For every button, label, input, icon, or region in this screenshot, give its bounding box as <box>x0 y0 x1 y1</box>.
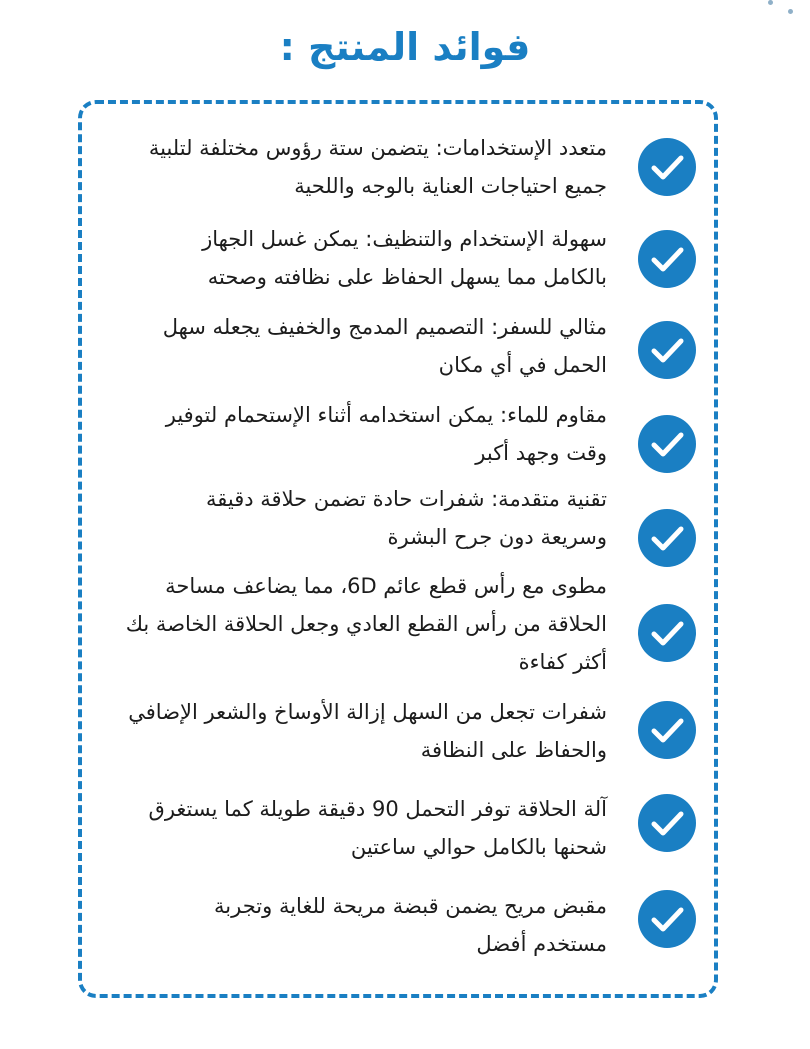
benefit-text <box>112 790 607 866</box>
benefit-line: الحلاقة من رأس القطع العادي وجعل الحلاقة الخاصة بك <box>125 612 607 636</box>
benefit-line: أكثر كفاءة <box>518 650 607 674</box>
benefit-line: تقنية متقدمة: شفرات حادة تضمن حلاقة دقيقة <box>205 487 607 511</box>
benefit-text <box>112 480 607 556</box>
benefit-line: وقت وجهد أكبر <box>475 441 607 465</box>
check-circle-icon <box>638 604 696 662</box>
benefit-line: شحنها بالكامل حوالي ساعتين <box>350 835 607 859</box>
check-circle-icon <box>638 701 696 759</box>
benefit-item <box>95 790 707 870</box>
benefit-line: متعدد الإستخدامات: يتضمن ستة رؤوس مختلفة لتلبية <box>148 136 607 160</box>
check-circle-icon <box>638 230 696 288</box>
benefit-line: مطوى مع رأس قطع عائم 6D، مما يضاعف مساحة <box>165 574 607 598</box>
benefit-text <box>112 220 607 296</box>
benefit-text <box>112 308 607 384</box>
benefit-line: شفرات تجعل من السهل إزالة الأوساخ والشعر الإضافي <box>128 700 607 724</box>
benefit-line: مثالي للسفر: التصميم المدمج والخفيف يجعله سهل <box>162 315 607 339</box>
benefit-line: جميع احتياجات العناية بالوجه واللحية <box>294 174 607 198</box>
check-circle-icon <box>638 321 696 379</box>
benefit-item <box>95 693 707 773</box>
benefit-text <box>112 693 607 769</box>
benefit-line: مقبض مريح يضمن قبضة مريحة للغاية وتجربة <box>214 894 607 918</box>
decorative-dots <box>764 0 804 20</box>
benefit-line: بالكامل مما يسهل الحفاظ على نظافته وصحته <box>207 265 607 289</box>
benefit-item <box>95 308 707 388</box>
check-circle-icon <box>638 509 696 567</box>
benefit-line: سهولة الإستخدام والتنظيف: يمكن غسل الجهاز <box>202 227 607 251</box>
benefit-line: مقاوم للماء: يمكن استخدامه أثناء الإستحمام لتوفير <box>165 403 607 427</box>
benefit-item <box>95 887 707 967</box>
benefit-line: الحمل في أي مكان <box>438 353 607 377</box>
benefit-line: آلة الحلاقة توفر التحمل 90 دقيقة طويلة كما يستغرق <box>148 797 607 821</box>
benefit-text <box>112 887 607 963</box>
benefit-text <box>112 129 607 205</box>
check-circle-icon <box>638 415 696 473</box>
check-circle-icon <box>638 890 696 948</box>
benefit-line: وسريعة دون جرح البشرة <box>387 525 607 549</box>
check-circle-icon <box>638 138 696 196</box>
benefit-text <box>112 567 607 681</box>
benefit-line: والحفاظ على النظافة <box>420 738 607 762</box>
benefit-item <box>95 565 707 683</box>
page-title: فوائد المنتج : <box>279 25 531 69</box>
check-circle-icon <box>638 794 696 852</box>
benefit-text <box>112 396 607 472</box>
benefit-item <box>95 480 707 560</box>
benefit-line: مستخدم أفضل <box>476 932 607 956</box>
benefit-item <box>95 220 707 300</box>
benefit-item <box>95 127 707 207</box>
benefit-item <box>95 396 707 476</box>
